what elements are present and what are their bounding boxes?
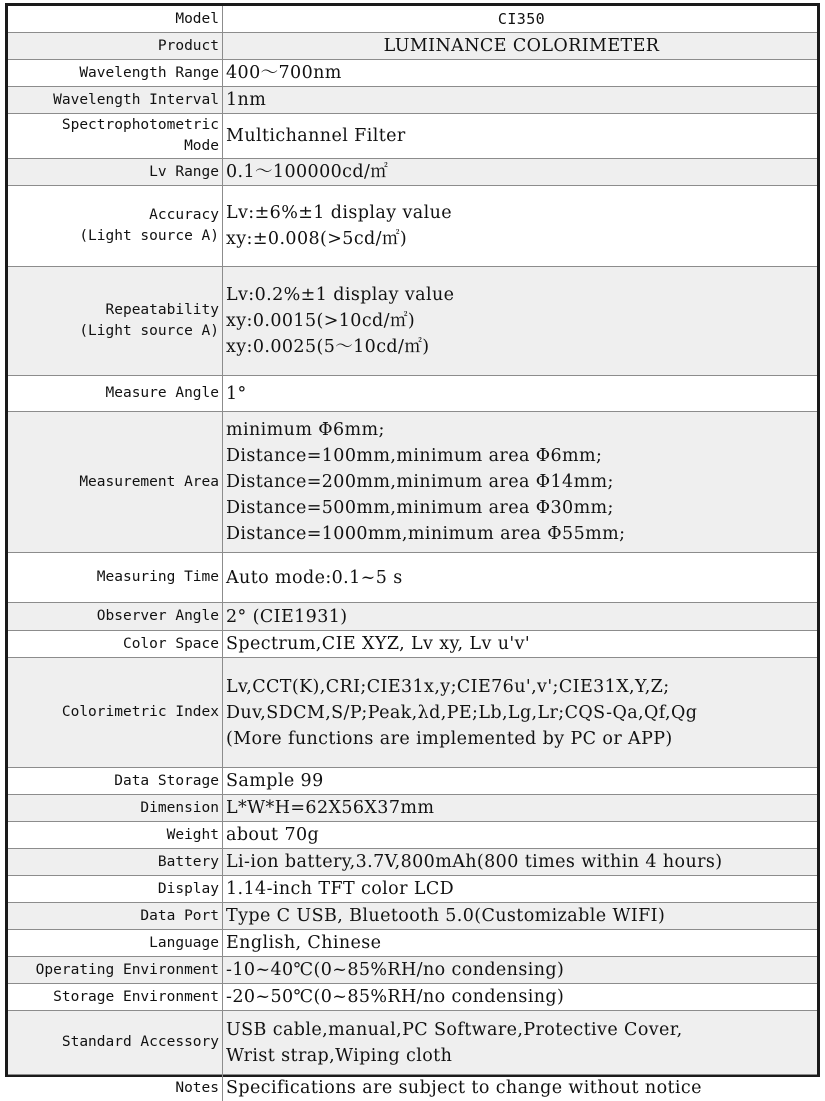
label-operating-environment: Operating Environment: [8, 957, 223, 984]
label-repeatability: Repeatability (Light source A): [8, 267, 223, 376]
row-language: [8, 930, 817, 957]
value-wavelength-interval: 1nm: [223, 87, 818, 114]
label-wavelength-range: Wavelength Range: [8, 60, 223, 87]
row-wavelength-range: [8, 60, 817, 87]
label-measure-angle: Measure Angle: [8, 376, 223, 412]
value-measuring-time: Auto mode:0.1~5 s: [223, 553, 818, 603]
row-lv-range: [8, 159, 817, 186]
row-wavelength-interval: [8, 87, 817, 114]
row-standard-accessory: [8, 1011, 817, 1075]
value-product: LUMINANCE COLORIMETER: [223, 33, 818, 60]
row-measuring-time: [8, 553, 817, 603]
label-notes: Notes: [8, 1075, 223, 1101]
label-display: Display: [8, 876, 223, 903]
row-storage-environment: [8, 984, 817, 1011]
spec-table: [8, 6, 817, 1101]
spec-sheet: [5, 3, 820, 1077]
value-data-port: Type C USB, Bluetooth 5.0(Customizable WIFI): [223, 903, 818, 930]
label-product: Product: [8, 33, 223, 60]
row-battery: [8, 849, 817, 876]
value-spectrophotometric-mode: Multichannel Filter: [223, 114, 818, 159]
row-accuracy: [8, 186, 817, 267]
row-operating-environment: [8, 957, 817, 984]
value-measure-angle: 1°: [223, 376, 818, 412]
value-dimension: L*W*H=62X56X37mm: [223, 795, 818, 822]
row-observer-angle: [8, 603, 817, 631]
label-standard-accessory: Standard Accessory: [8, 1011, 223, 1075]
label-measuring-time: Measuring Time: [8, 553, 223, 603]
value-observer-angle: 2° (CIE1931): [223, 603, 818, 631]
row-repeatability: [8, 267, 817, 376]
row-spectrophotometric-mode: [8, 114, 817, 159]
value-color-space: Spectrum,CIE XYZ, Lv xy, Lv u'v': [223, 631, 818, 658]
label-observer-angle: Observer Angle: [8, 603, 223, 631]
row-model: [8, 6, 817, 33]
label-model: Model: [8, 6, 223, 33]
label-dimension: Dimension: [8, 795, 223, 822]
row-product: [8, 33, 817, 60]
value-standard-accessory: USB cable,manual,PC Software,Protective Cover, Wrist strap,Wiping cloth: [223, 1011, 818, 1075]
row-display: [8, 876, 817, 903]
label-spectrophotometric-mode: Spectrophotometric Mode: [8, 114, 223, 159]
value-measurement-area: minimum Φ6mm; Distance=100mm,minimum area Φ6mm; Distance=200mm,minimum area Φ14mm; Distance=500mm,minimum area Φ30mm; Distance=1000mm,minimum area Φ55mm;: [223, 412, 818, 553]
row-data-port: [8, 903, 817, 930]
value-model: CI350: [223, 6, 818, 33]
value-weight: about 70g: [223, 822, 818, 849]
label-storage-environment: Storage Environment: [8, 984, 223, 1011]
label-lv-range: Lv Range: [8, 159, 223, 186]
label-data-port: Data Port: [8, 903, 223, 930]
value-operating-environment: -10~40℃(0~85%RH/no condensing): [223, 957, 818, 984]
value-storage-environment: -20~50℃(0~85%RH/no condensing): [223, 984, 818, 1011]
value-wavelength-range: 400～700nm: [223, 60, 818, 87]
row-dimension: [8, 795, 817, 822]
value-accuracy: Lv:±6%±1 display value xy:±0.008(>5cd/㎡): [223, 186, 818, 267]
row-measure-angle: [8, 376, 817, 412]
value-notes: Specifications are subject to change without notice: [223, 1075, 818, 1101]
label-color-space: Color Space: [8, 631, 223, 658]
label-language: Language: [8, 930, 223, 957]
value-language: English, Chinese: [223, 930, 818, 957]
row-notes: [8, 1075, 817, 1101]
value-repeatability: Lv:0.2%±1 display value xy:0.0015(>10cd/㎡) xy:0.0025(5～10cd/㎡): [223, 267, 818, 376]
row-measurement-area: [8, 412, 817, 553]
row-color-space: [8, 631, 817, 658]
value-colorimetric-index: Lv,CCT(K),CRI;CIE31x,y;CIE76u',v';CIE31X,Y,Z; Duv,SDCM,S/P;Peak,λd,PE;Lb,Lg,Lr;CQS-Qa,Qf,Qg (More functions are implemented by PC or APP): [223, 658, 818, 768]
label-wavelength-interval: Wavelength Interval: [8, 87, 223, 114]
row-weight: [8, 822, 817, 849]
row-data-storage: [8, 768, 817, 795]
label-weight: Weight: [8, 822, 223, 849]
label-measurement-area: Measurement Area: [8, 412, 223, 553]
row-colorimetric-index: [8, 658, 817, 768]
value-battery: Li-ion battery,3.7V,800mAh(800 times within 4 hours): [223, 849, 818, 876]
value-display: 1.14-inch TFT color LCD: [223, 876, 818, 903]
label-data-storage: Data Storage: [8, 768, 223, 795]
value-lv-range: 0.1～100000cd/㎡: [223, 159, 818, 186]
value-data-storage: Sample 99: [223, 768, 818, 795]
label-battery: Battery: [8, 849, 223, 876]
label-colorimetric-index: Colorimetric Index: [8, 658, 223, 768]
label-accuracy: Accuracy (Light source A): [8, 186, 223, 267]
